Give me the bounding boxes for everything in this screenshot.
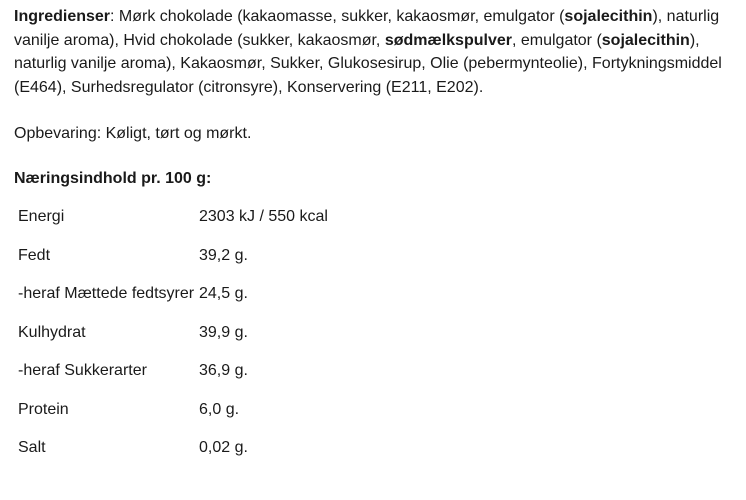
- nutrition-row-saturated-fat: [18, 285, 418, 324]
- nutrition-row-salt: [18, 439, 418, 478]
- storage-info: Opbevaring: Køligt, tørt og mørkt.: [14, 125, 252, 142]
- nutrition-row-protein: [18, 401, 418, 440]
- nutrition-value: 36,9 g.: [199, 362, 248, 379]
- nutrition-label: Salt: [18, 439, 46, 456]
- allergen-soy-1: sojalecithin: [564, 8, 653, 25]
- nutrition-row-fat: [18, 247, 418, 286]
- ingredients-text-2: ), naturlig vanilje aroma), Hvid chokolade (sukker, kakaosmør,: [14, 8, 720, 49]
- nutrition-label: Fedt: [18, 246, 51, 264]
- nutrition-heading: Næringsindhold pr. 100 g:: [14, 170, 212, 187]
- nutrition-row-sugars: [18, 362, 418, 401]
- ingredients-paragraph: [14, 5, 734, 99]
- nutrition-label: Kulhydrat: [18, 323, 86, 341]
- nutrition-label: Protein: [18, 400, 69, 418]
- allergen-milk: sødmælkspulver: [384, 31, 512, 49]
- nutrition-value: 39,2 g.: [199, 246, 248, 264]
- allergen-soy-2: sojalecithin: [601, 31, 690, 49]
- ingredients-text-1: : Mørk chokolade (kakaomasse, sukker, kakaosmør, emulgator (: [110, 8, 565, 25]
- nutrition-value: 39,9 g.: [199, 323, 248, 341]
- nutrition-value: 0,02 g.: [199, 439, 248, 456]
- nutrition-label: -heraf Mættede fedtsyrer: [18, 285, 195, 302]
- nutrition-value: 24,5 g.: [199, 285, 248, 302]
- nutrition-label: -heraf Sukkerarter: [18, 362, 147, 379]
- nutrition-row-carbohydrate: [18, 324, 418, 363]
- ingredients-text-3: , emulgator (: [511, 31, 602, 49]
- nutrition-value: 6,0 g.: [199, 400, 240, 418]
- ingredients-text-4: ), naturlig vanilje aroma), Kakaosmør, Sukker, Glukosesirup, Olie (pebermynteolie), Fortykningsmiddel (E464), Surhedsregulator (citronsyre), Konservering (E211, E202).: [14, 31, 722, 96]
- ingredients-label: Ingredienser: [14, 8, 111, 25]
- nutrition-row-energy: [18, 208, 418, 247]
- nutrition-label: Energi: [18, 208, 65, 225]
- nutrition-value: 2303 kJ / 550 kcal: [199, 208, 328, 225]
- nutrition-table: [18, 208, 418, 478]
